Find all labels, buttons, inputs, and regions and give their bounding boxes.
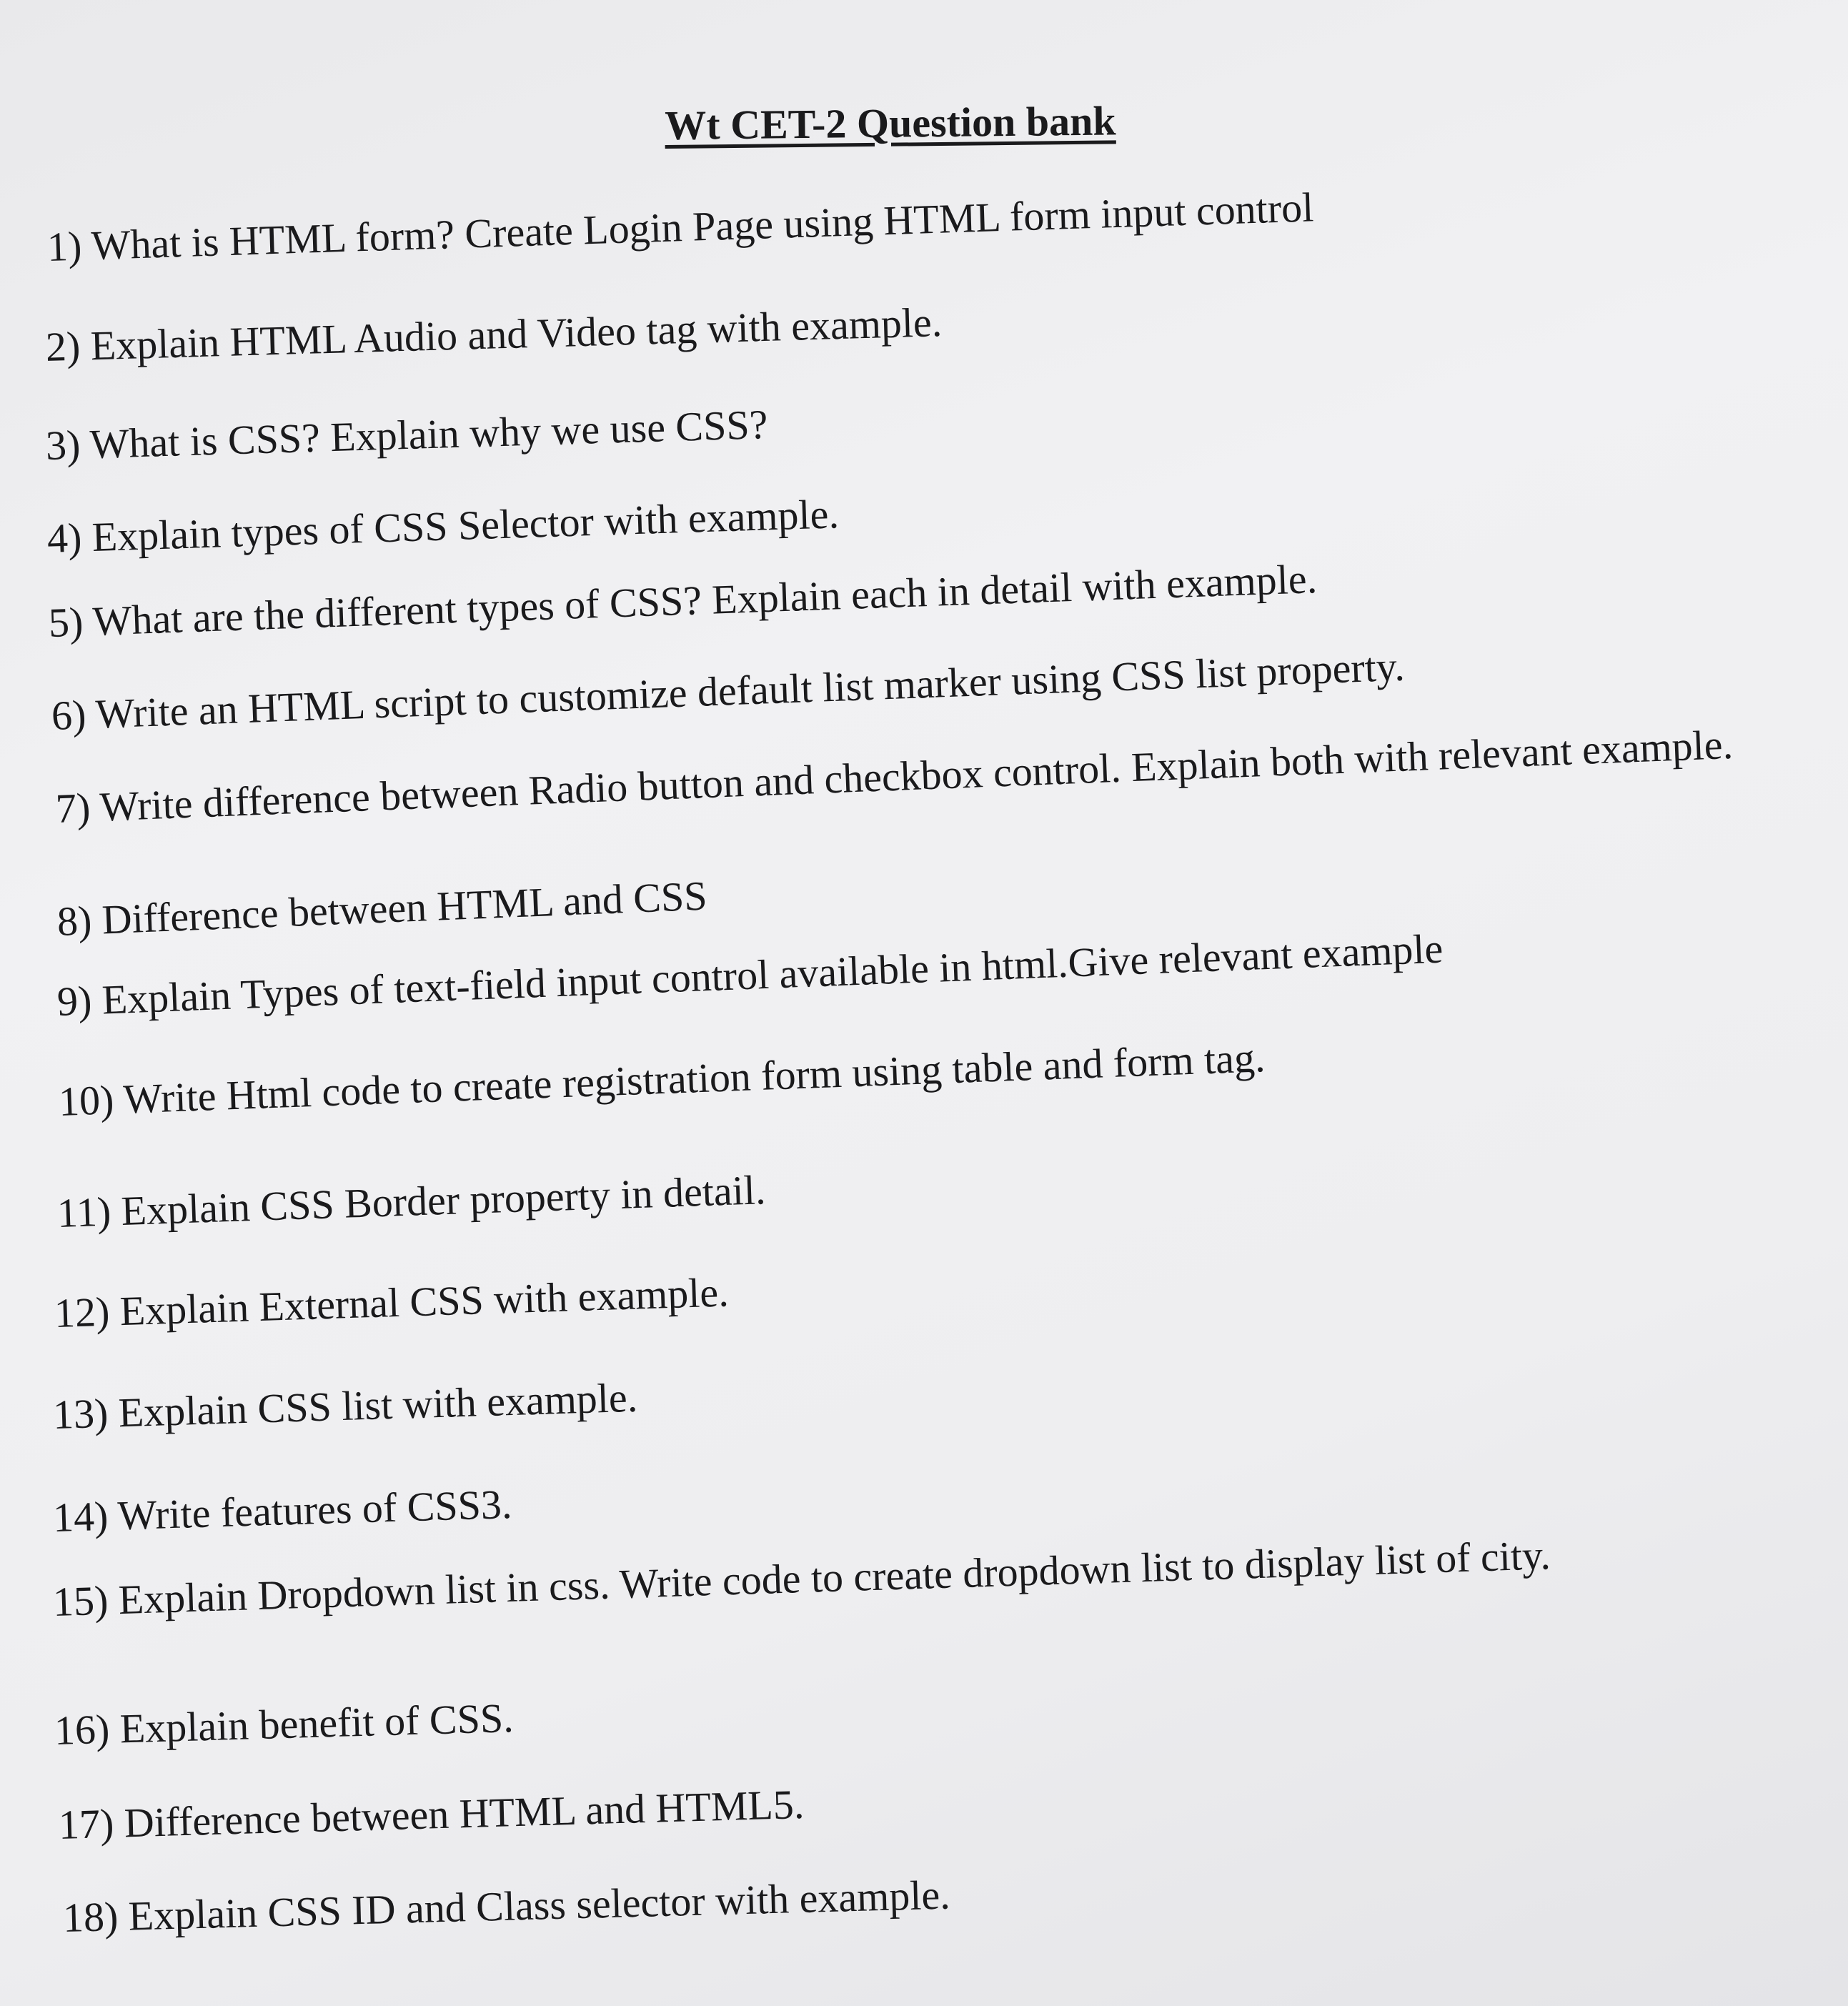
question-item: 11) Explain CSS Border property in detail. — [56, 1166, 767, 1236]
question-item: 9) Explain Types of text-field input control available in html.Give relevant example — [56, 925, 1444, 1025]
question-item: 16) Explain benefit of CSS. — [54, 1694, 515, 1754]
question-item: 3) What is CSS? Explain why we use CSS? — [45, 401, 769, 469]
question-item: 7) Write difference between Radio button and checkbox control. Explain both with relevant example. — [54, 720, 1734, 832]
question-item: 6) Write an HTML script to customize default list marker using CSS list property. — [50, 642, 1406, 739]
question-item: 15) Explain Dropdown list in css. Write code to create dropdown list to display list of city. — [51, 1531, 1551, 1625]
question-item: 5) What are the different types of CSS? Explain each in detail with example. — [47, 555, 1318, 646]
question-item: 17) Difference between HTML and HTML5. — [58, 1780, 805, 1848]
page-title: Wt CET-2 Question bank — [665, 97, 1116, 149]
question-item: 12) Explain External CSS with example. — [53, 1268, 730, 1336]
question-item: 18) Explain CSS ID and Class selector with example. — [62, 1871, 951, 1941]
question-item: 8) Difference between HTML and CSS — [56, 872, 708, 945]
question-item: 4) Explain types of CSS Selector with example. — [46, 490, 840, 562]
question-item: 13) Explain CSS list with example. — [52, 1374, 639, 1438]
question-item: 14) Write features of CSS3. — [52, 1480, 513, 1541]
question-item: 10) Write Html code to create registration form using table and form tag. — [57, 1034, 1266, 1125]
question-item: 2) Explain HTML Audio and Video tag with example. — [45, 298, 943, 370]
question-item: 1) What is HTML form? Create Login Page using HTML form input control — [46, 184, 1315, 270]
